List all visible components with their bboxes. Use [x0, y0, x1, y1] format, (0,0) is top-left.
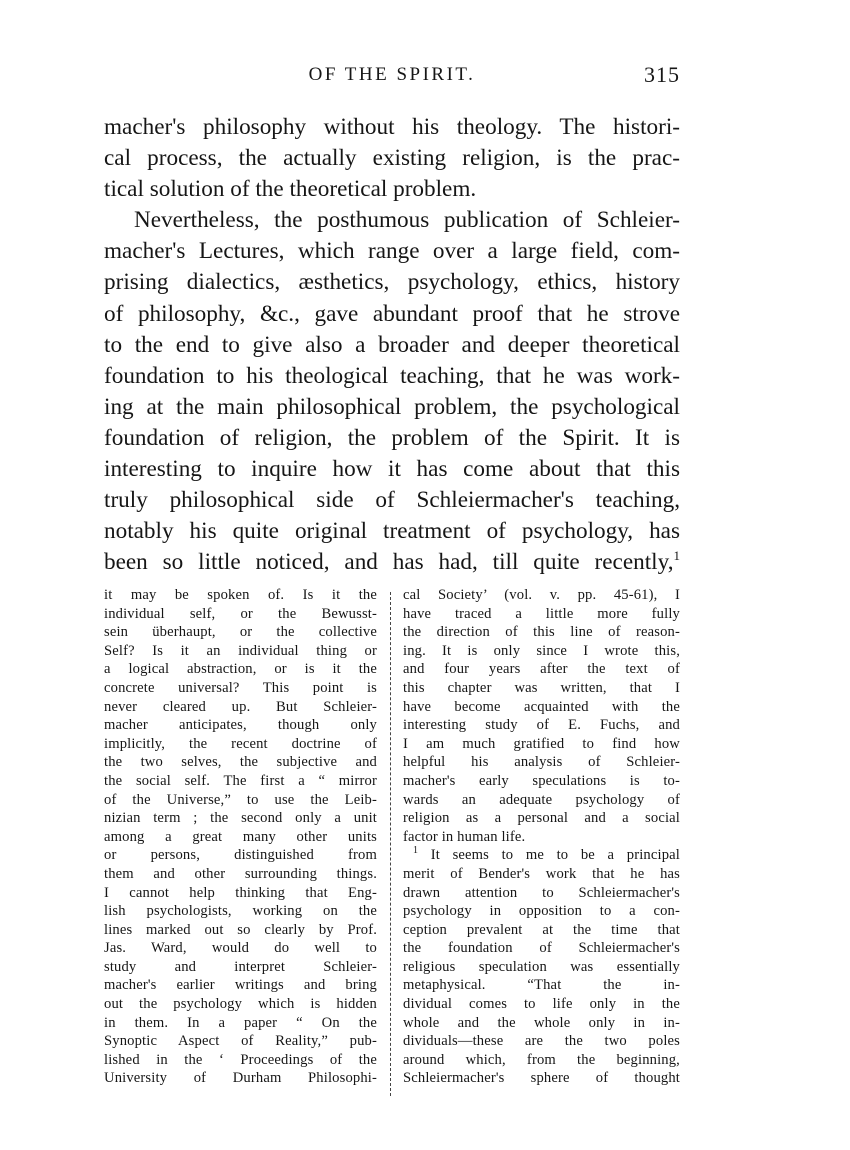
- footnote-line-text: It seems to me to be a principal: [430, 847, 680, 864]
- footnote-line: of the Universe,” to use the Leib-: [104, 791, 377, 808]
- footnote-line: never cleared up. But Schleier-: [104, 698, 377, 715]
- footnote-1-start: [403, 846, 680, 865]
- body-text: [104, 112, 680, 578]
- footnote-line: Schleiermacher's sphere of thought: [403, 1070, 680, 1087]
- body-line: truly philosophical side of Schleiermacher's teaching,: [104, 487, 680, 514]
- body-line: macher's Lectures, which range over a large field, com-: [104, 238, 680, 265]
- footnote-line: have traced a little more fully: [403, 605, 680, 622]
- footnote-line: the social self. The first a “ mirror: [104, 772, 377, 789]
- footnote-line: study and interpret Schleier-: [104, 958, 377, 975]
- footnote-line: psychology in opposition to a con-: [403, 903, 680, 920]
- footnote-column-left: [104, 586, 377, 1088]
- footnote-line: out the psychology which is hidden: [104, 996, 377, 1013]
- body-line: cal process, the actually existing religion, is the prac-: [104, 145, 680, 172]
- page-number: 315: [644, 62, 680, 87]
- body-line: tical solution of the theoretical problem.: [104, 176, 477, 203]
- body-line: ing at the main philosophical problem, the psychological: [104, 393, 680, 420]
- footnote-line: drawn attention to Schleiermacher's: [403, 884, 680, 901]
- footnote-line: concrete universal? This point is: [104, 679, 377, 696]
- body-line: Nevertheless, the posthumous publication of Schleier-: [134, 207, 680, 234]
- body-line: of philosophy, &c., gave abundant proof that he strove: [104, 300, 680, 327]
- body-line: notably his quite original treatment of psychology, has: [104, 518, 680, 545]
- footnote-line: ing. It is only since I wrote this,: [403, 642, 680, 659]
- footnote-line: around which, from the beginning,: [403, 1051, 680, 1068]
- footnote-line: University of Durham Philosophi-: [104, 1070, 377, 1087]
- page-header: [104, 62, 680, 92]
- body-line: macher's philosophy without his theology. The histori-: [104, 114, 680, 140]
- body-line: foundation of religion, the problem of the Spirit. It is: [104, 424, 680, 451]
- running-head: OF THE SPIRIT.: [308, 64, 476, 85]
- footnote-line: macher's earlier writings and bring: [104, 977, 377, 994]
- footnote-line: I cannot help thinking that Eng-: [104, 884, 377, 901]
- body-line: prising dialectics, æsthetics, psychology, ethics, history: [104, 269, 680, 296]
- footnote-line: lines marked out so clearly by Prof.: [104, 921, 377, 938]
- footnote-line: merit of Bender's work that he has: [403, 865, 680, 882]
- footnote-line: them and other surrounding things.: [104, 865, 377, 882]
- body-line-text: been so little noticed, and has had, till quite recently,: [104, 549, 674, 576]
- body-line: interesting to inquire how it has come about that this: [104, 456, 680, 483]
- footnote-line: wards an adequate psychology of: [403, 791, 680, 808]
- footnote-line: and four years after the text of: [403, 661, 680, 678]
- body-line-last: [104, 547, 680, 578]
- footnote-line: dividuals—these are the two poles: [403, 1033, 680, 1050]
- footnote-line: the foundation of Schleiermacher's: [403, 940, 680, 957]
- body-line: foundation to his theological teaching, that he was work-: [104, 362, 680, 389]
- footnote-line: macher's early speculations is to-: [403, 772, 680, 789]
- footnote-line: ception prevalent at the time that: [403, 921, 680, 938]
- footnote-line: it may be spoken of. Is it the: [104, 587, 377, 603]
- footnote-column-right: [403, 586, 680, 1088]
- footnote-line: in them. In a paper “ On the: [104, 1014, 377, 1031]
- footnotes: [104, 586, 680, 1106]
- footnote-line: cal Society’ (vol. v. pp. 45-61), I: [403, 587, 680, 603]
- footnote-line: whole and the whole only in in-: [403, 1014, 680, 1031]
- footnote-line: dividual comes to life only in the: [403, 996, 680, 1013]
- footnote-line: macher anticipates, though only: [104, 717, 377, 734]
- footnote-line: have become acquainted with the: [403, 698, 680, 715]
- footnote-line: implicitly, the recent doctrine of: [104, 735, 377, 752]
- footnote-line: Jas. Ward, would do well to: [104, 940, 377, 957]
- footnote-line: or persons, distinguished from: [104, 847, 377, 864]
- footnote-reference: 1: [673, 548, 680, 564]
- footnote-line: lish psychologists, working on the: [104, 903, 377, 920]
- footnote-line: the two selves, the subjective and: [104, 754, 377, 771]
- footnote-line: this chapter was written, that I: [403, 679, 680, 696]
- footnote-line: Self? Is it an individual thing or: [104, 642, 377, 659]
- footnote-line: metaphysical. “That the in-: [403, 977, 680, 994]
- footnote-line: religious speculation was essentially: [403, 958, 680, 975]
- footnote-line: nizian term ; the second only a unit: [104, 810, 377, 827]
- body-line: to the end to give also a broader and deeper theoretical: [104, 331, 680, 358]
- column-divider: [390, 592, 391, 1096]
- footnote-line: interesting study of E. Fuchs, and: [403, 717, 680, 734]
- footnote-marker: 1: [413, 845, 419, 857]
- footnote-line: Synoptic Aspect of Reality,” pub-: [104, 1033, 377, 1050]
- footnote-line: I am much gratified to find how: [403, 735, 680, 752]
- footnote-line: among a great many other units: [104, 828, 377, 845]
- footnote-line: sein überhaupt, or the collective: [104, 624, 377, 641]
- footnote-line: lished in the ‘ Proceedings of the: [104, 1051, 377, 1068]
- footnote-line: religion as a personal and a social: [403, 810, 680, 827]
- footnote-line: factor in human life.: [403, 828, 526, 845]
- footnote-line: helpful his analysis of Schleier-: [403, 754, 680, 771]
- footnote-line: a logical abstraction, or is it the: [104, 661, 377, 678]
- footnote-line: individual self, or the Bewusst-: [104, 605, 377, 622]
- footnote-line: the direction of this line of reason-: [403, 624, 680, 641]
